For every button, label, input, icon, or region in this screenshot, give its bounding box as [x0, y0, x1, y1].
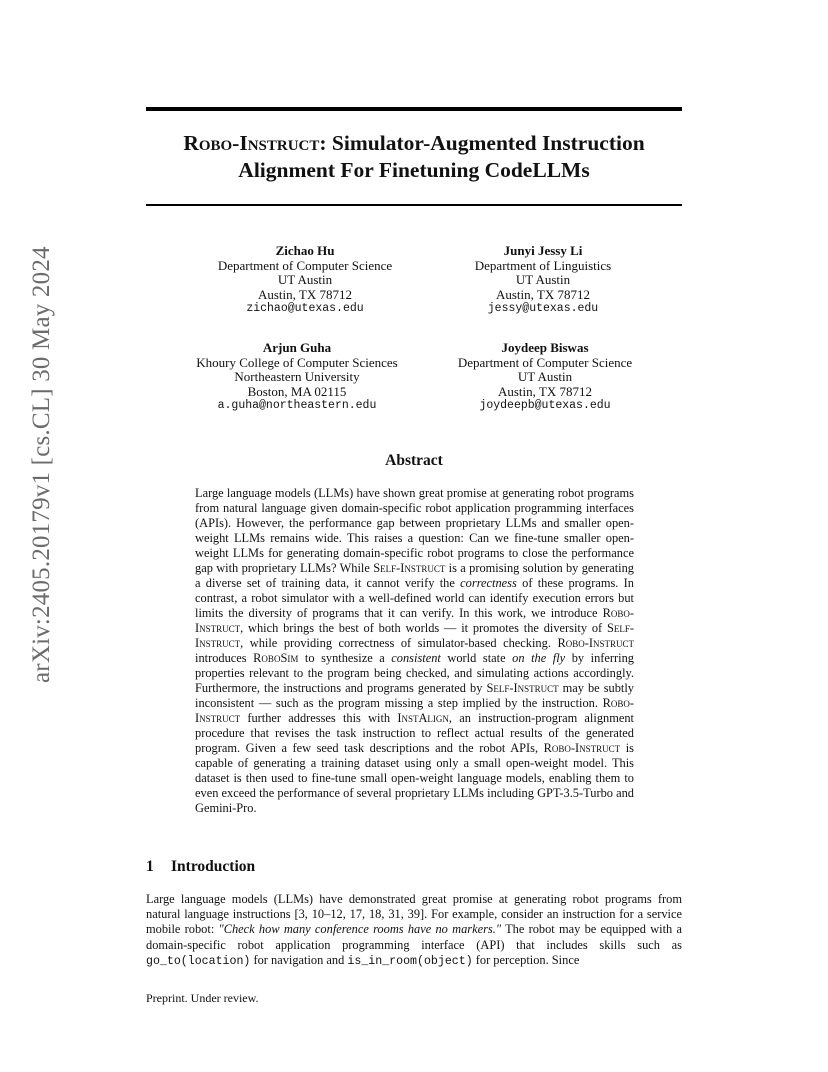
abstract-emphasis: on the fly	[512, 651, 566, 665]
bottom-rule	[146, 204, 682, 206]
abstract-term: Self-Instruct	[373, 561, 446, 575]
author-block-2	[413, 244, 673, 317]
paper-title	[120, 130, 708, 184]
intro-text: for navigation and	[250, 952, 348, 967]
title-rest-line1: : Simulator-Augmented Instruction	[319, 131, 645, 155]
abstract-term: Robo-Instruct	[557, 636, 634, 650]
abstract-text: , an instruction-program alignment procedure that revises the task instruction to reflect actual results of the generated program. Given a few seed task descriptions and the robot APIs,	[195, 711, 634, 755]
section-number: 1	[146, 858, 154, 875]
author-name: Arjun Guha	[262, 340, 332, 355]
abstract-term: Robo-Instruct	[195, 696, 634, 725]
section-title: Introduction	[171, 858, 256, 875]
title-line2: Alignment For Finetuning CodeLLMs	[238, 158, 590, 182]
abstract-term: Robo-Instruct	[543, 741, 621, 755]
section-heading-introduction	[146, 858, 255, 876]
intro-text: Large language models (LLMs) have demonstrated great promise at generating robot programs from natural language instructions [3, 10–12, 17, 18, 31, 39]. For example, consider an instruction for a service mobile robot:	[146, 892, 682, 937]
abstract-text: may be subtly inconsistent — such as the program missing a step implied by the instruction.	[195, 681, 635, 710]
author-inst: UT Austin	[515, 272, 571, 288]
author-block-4	[415, 341, 675, 414]
author-dept: Department of Computer Science	[217, 257, 393, 273]
author-inst: Northeastern University	[234, 369, 360, 385]
author-addr: Austin, TX 78712	[257, 286, 352, 302]
abstract-emphasis: correctness	[460, 576, 517, 590]
author-block-1	[175, 244, 435, 317]
author-name: Zichao Hu	[275, 243, 335, 258]
author-addr: Boston, MA 02115	[247, 383, 347, 399]
abstract-text: is a promising solution by generating a diverse set of training data, it cannot verify the	[195, 561, 634, 590]
abstract-text: to synthesize a	[298, 651, 392, 665]
abstract-text: , which brings the best of both worlds — it promotes the diversity of	[240, 621, 607, 635]
author-inst: UT Austin	[277, 272, 333, 288]
author-name: Junyi Jessy Li	[503, 243, 583, 258]
author-dept: Department of Linguistics	[474, 257, 612, 273]
arxiv-identifier: arXiv:2405.20179v1 [cs.CL] 30 May 2024	[28, 246, 55, 683]
author-email[interactable]: zichao@utexas.edu	[246, 302, 364, 316]
abstract-paragraph	[195, 486, 634, 816]
abstract-term: RoboSim	[253, 651, 299, 665]
title-lead-caps: Robo-Instruct	[183, 131, 320, 155]
intro-code: go_to(location)	[146, 954, 251, 968]
intro-quote: "Check how many conference rooms have no markers."	[218, 922, 502, 937]
abstract-heading: Abstract	[385, 452, 443, 469]
intro-text: The robot may be equipped with a domain-specific robot application programming interface (API) that includes skills such as	[146, 922, 682, 952]
author-dept: Department of Computer Science	[457, 354, 633, 370]
author-email[interactable]: jessy@utexas.edu	[487, 302, 599, 316]
abstract-text: Large language models (LLMs) have shown great promise at generating robot programs from natural language given domain-specific robot application programming interfaces (APIs). However, the performance gap between proprietary LLMs and smaller open-weight LLMs remains wide. This raises a question: Can we fine-tune smaller open-weight LLMs for generating domain-specific robot programs to close the performance gap with proprietary LLMs? While	[195, 486, 634, 575]
abstract-text: is capable of generating a training dataset using only a small open-weight model. This dataset is then used to fine-tune small open-weight language models, enabling them to even exceed the performance of several proprietary LLMs including GPT-3.5-Turbo and Gemini-Pro.	[195, 741, 634, 815]
author-email[interactable]: a.guha@northeastern.edu	[217, 399, 377, 413]
intro-text: for perception. Since	[472, 952, 580, 967]
abstract-term: Self-Instruct	[486, 681, 559, 695]
abstract-term: Self-Instruct	[195, 621, 634, 650]
abstract-text: , while providing correctness of simulator-based checking.	[240, 636, 558, 650]
author-inst: UT Austin	[517, 369, 573, 385]
abstract-text: by inferring properties relevant to the program being checked, and simulating actions accordingly. Furthermore, the instructions and programs generated by	[195, 651, 634, 695]
footer-note: Preprint. Under review.	[146, 991, 259, 1005]
abstract-text: further addresses this with	[240, 711, 398, 725]
top-rule	[146, 107, 682, 111]
author-addr: Austin, TX 78712	[497, 383, 592, 399]
abstract-emphasis: consistent	[391, 651, 441, 665]
author-dept: Khoury College of Computer Sciences	[196, 354, 398, 370]
intro-paragraph	[146, 892, 682, 969]
abstract-text: world state	[440, 651, 513, 665]
abstract-term: Robo-Instruct	[195, 606, 634, 635]
abstract-text: introduces	[195, 651, 254, 665]
intro-code: is_in_room(object)	[347, 954, 473, 968]
author-email[interactable]: joydeepb@utexas.edu	[479, 399, 611, 413]
abstract-body	[195, 486, 634, 816]
author-addr: Austin, TX 78712	[495, 286, 590, 302]
abstract-text: of these programs. In contrast, a robot simulator with a well-defined world can identify execution errors but limits the diversity of programs that it can verify. In this work, we introduce	[195, 576, 634, 620]
introduction-body	[146, 892, 682, 969]
author-block-3	[167, 341, 427, 414]
author-name: Joydeep Biswas	[501, 340, 589, 355]
abstract-term: InstAlign	[397, 711, 449, 725]
